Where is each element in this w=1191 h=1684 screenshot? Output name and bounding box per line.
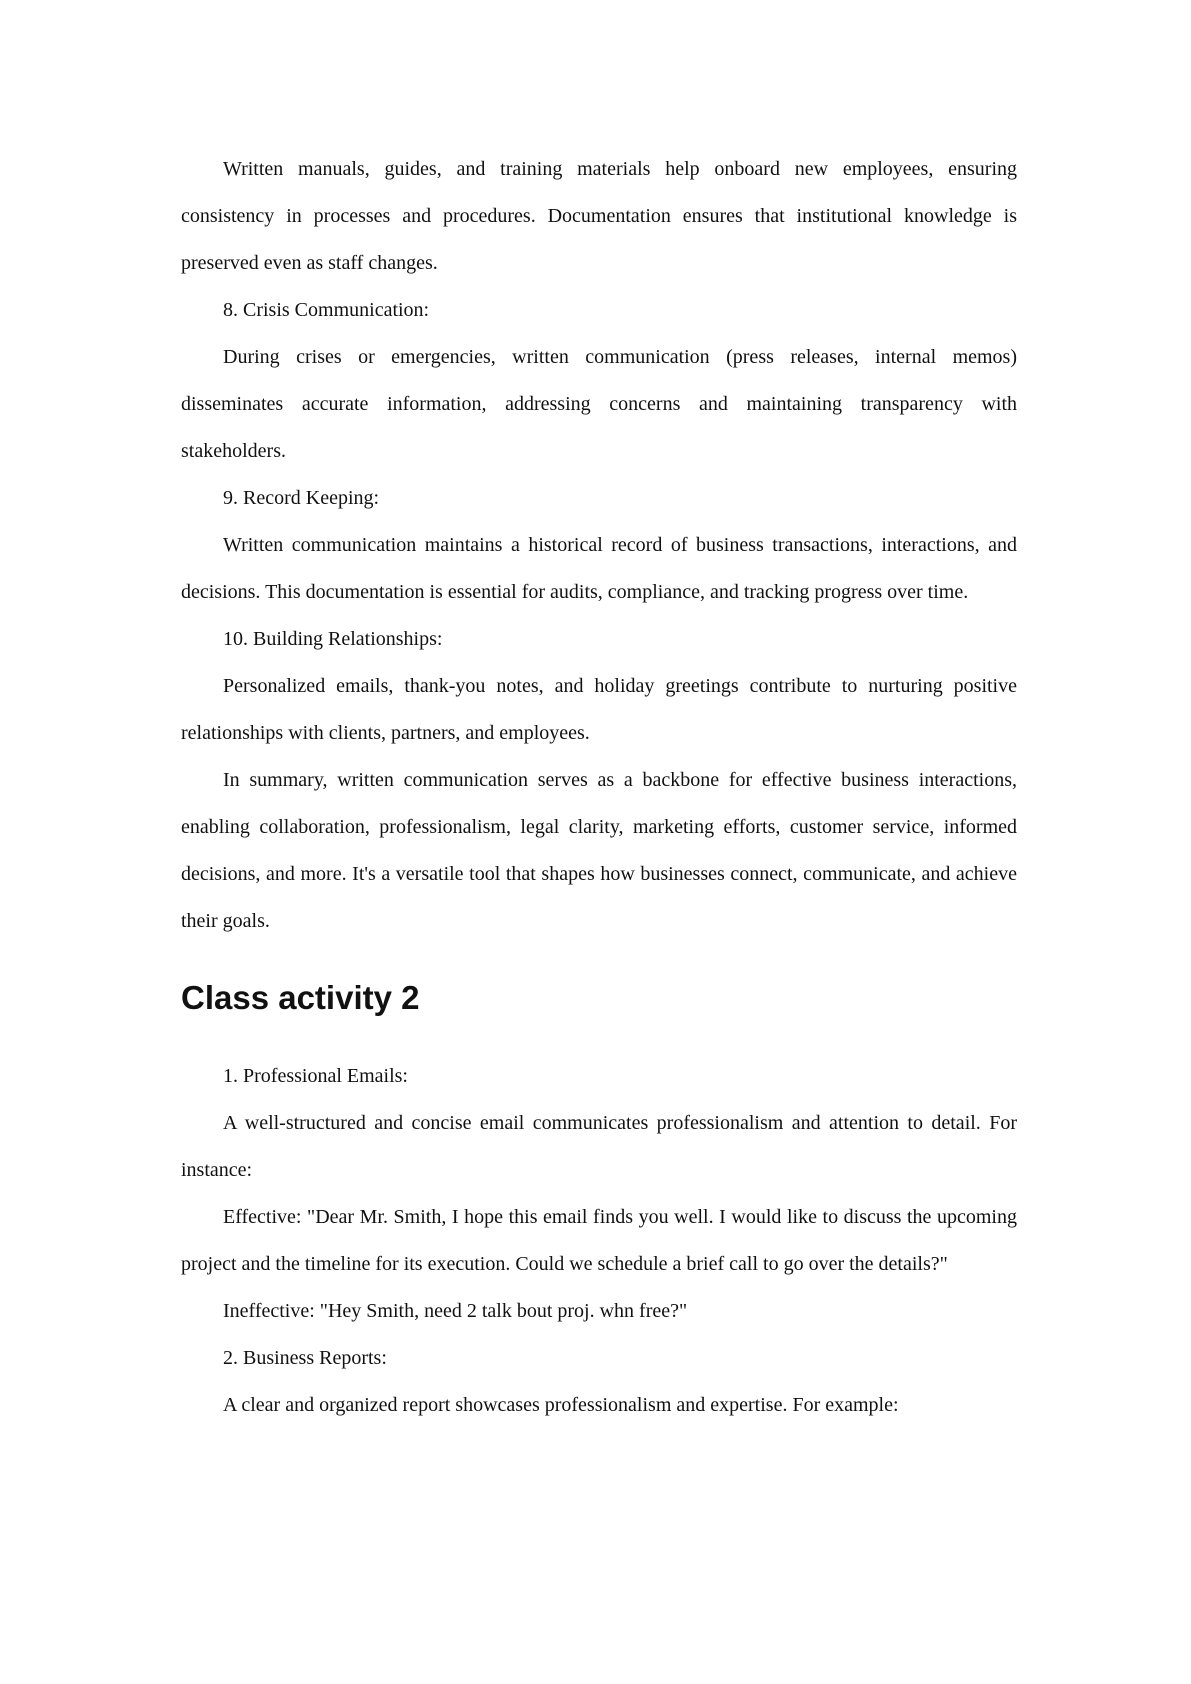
paragraph-building-relationships: Personalized emails, thank-you notes, and holiday greetings contribute to nurturing positive relationships with clients, partners, and employees. <box>181 675 1017 744</box>
list-heading-business-reports: 2. Business Reports: <box>223 1347 387 1369</box>
paragraph-ineffective-example: Ineffective: "Hey Smith, need 2 talk bout proj. whn free?" <box>223 1300 688 1322</box>
section-heading: Class activity 2 <box>181 979 420 1016</box>
paragraph-documentation: Written manuals, guides, and training materials help onboard new employees, ensuring consistency in processes and procedures. Documentation ensures that institutional knowledge is preserved even as staff changes. <box>181 158 1017 274</box>
paragraph-crisis-communication: During crises or emergencies, written communication (press releases, internal memos) disseminates accurate information, addressing concerns and maintaining transparency with stakeholders. <box>181 346 1017 462</box>
paragraph-professional-emails: A well-structured and concise email communicates professionalism and attention to detail. For instance: <box>181 1112 1017 1181</box>
paragraph-effective-example: Effective: "Dear Mr. Smith, I hope this email finds you well. I would like to discuss the upcoming project and the timeline for its execution. Could we schedule a brief call to go over the details?" <box>181 1206 1017 1275</box>
document-body <box>181 146 1017 1429</box>
list-heading-professional-emails: 1. Professional Emails: <box>223 1065 408 1087</box>
list-heading-building-relationships: 10. Building Relationships: <box>223 628 443 650</box>
paragraph-record-keeping: Written communication maintains a historical record of business transactions, interactions, and decisions. This documentation is essential for audits, compliance, and tracking progress over time. <box>181 534 1017 603</box>
paragraph-summary: In summary, written communication serves as a backbone for effective business interactions, enabling collaboration, professionalism, legal clarity, marketing efforts, customer service, informed decisions, and more. It's a versatile tool that shapes how businesses connect, communicate, and achieve their goals. <box>181 769 1017 932</box>
paragraph-business-reports: A clear and organized report showcases professionalism and expertise. For example: <box>223 1394 899 1416</box>
list-heading-record-keeping: 9. Record Keeping: <box>223 487 380 509</box>
list-heading-crisis-communication: 8. Crisis Communication: <box>223 299 430 321</box>
